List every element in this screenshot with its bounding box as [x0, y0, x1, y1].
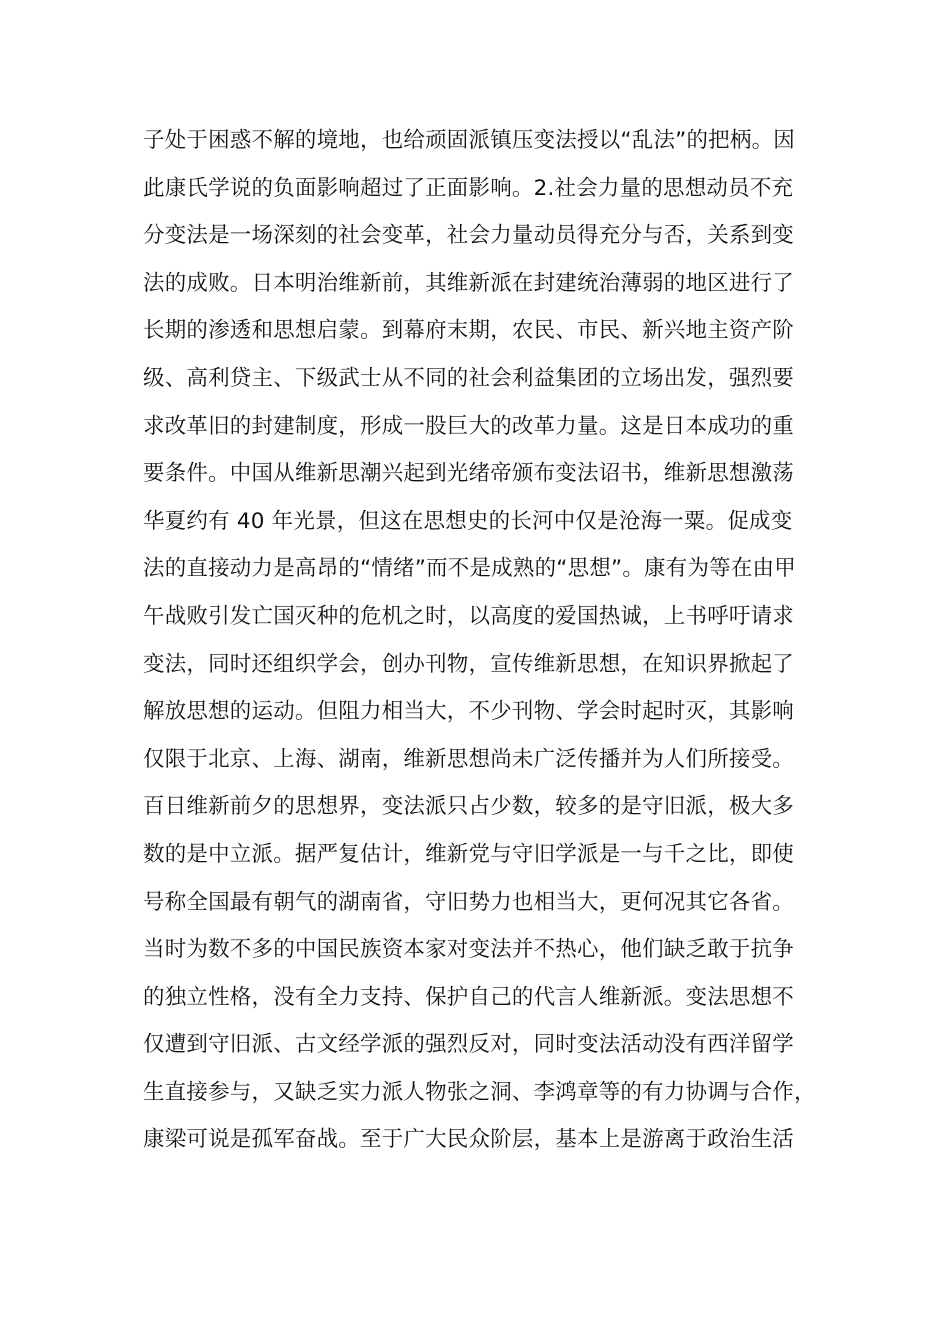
text-line: 华夏约有 40 年光景，但这在思想史的长河中仅是沧海一粟。促成变 — [143, 508, 793, 534]
text-line: 号称全国最有朝气的湖南省，守旧势力也相当大，更何况其它各省。 — [143, 889, 795, 915]
text-line: 仅限于北京、上海、湖南，维新思想尚未广泛传播并为人们所接受。 — [143, 746, 795, 772]
text-line: 级、高利贷主、下级武士从不同的社会利益集团的立场出发，强烈要 — [143, 365, 795, 391]
text-line: 解放思想的运动。但阻力相当大，不少刊物、学会时起时灭，其影响 — [143, 699, 795, 725]
text-line: 仅遭到守旧派、古文经学派的强烈反对，同时变法活动没有西洋留学 — [143, 1032, 795, 1058]
text-line: 长期的渗透和思想启蒙。到幕府末期，农民、市民、新兴地主资产阶 — [143, 318, 795, 344]
text-line: 数的是中立派。据严复估计，维新党与守旧学派是一与千之比，即使 — [143, 841, 795, 867]
text-line: 百日维新前夕的思想界，变法派只占少数，较多的是守旧派，极大多 — [143, 794, 795, 820]
text-line: 当时为数不多的中国民族资本家对变法并不热心，他们缺乏敢于抗争 — [143, 937, 795, 963]
text-line: 生直接参与，又缺乏实力派人物张之洞、李鸿章等的有力协调与合作， — [143, 1079, 816, 1105]
text-line: 法的直接动力是高昂的“情绪”而不是成熟的“思想”。康有为等在由甲 — [143, 556, 796, 582]
text-line: 分变法是一场深刻的社会变革，社会力量动员得充分与否，关系到变 — [143, 223, 795, 249]
text-line: 求改革旧的封建制度，形成一股巨大的改革力量。这是日本成功的重 — [143, 413, 795, 439]
text-line: 此康氏学说的负面影响超过了正面影响。2.社会力量的思想动员不充 — [143, 175, 794, 201]
text-line: 变法，同时还组织学会，创办刊物，宣传维新思想，在知识界掀起了 — [143, 651, 795, 677]
text-line: 的独立性格，没有全力支持、保护自己的代言人维新派。变法思想不 — [143, 984, 795, 1010]
text-line: 午战败引发亡国灭种的危机之时，以高度的爱国热诚，上书呼吁请求 — [143, 603, 795, 629]
text-line: 子处于困惑不解的境地，也给顽固派镇压变法授以“乱法”的把柄。因 — [143, 128, 795, 153]
text-line: 康梁可说是孤军奋战。至于广大民众阶层，基本上是游离于政治生活 — [143, 1127, 795, 1153]
body-text — [143, 117, 843, 1164]
text-line: 法的成败。日本明治维新前，其维新派在封建统治薄弱的地区进行了 — [143, 270, 795, 296]
text-line: 要条件。中国从维新思潮兴起到光绪帝颁布变法诏书，维新思想激荡 — [143, 461, 795, 487]
